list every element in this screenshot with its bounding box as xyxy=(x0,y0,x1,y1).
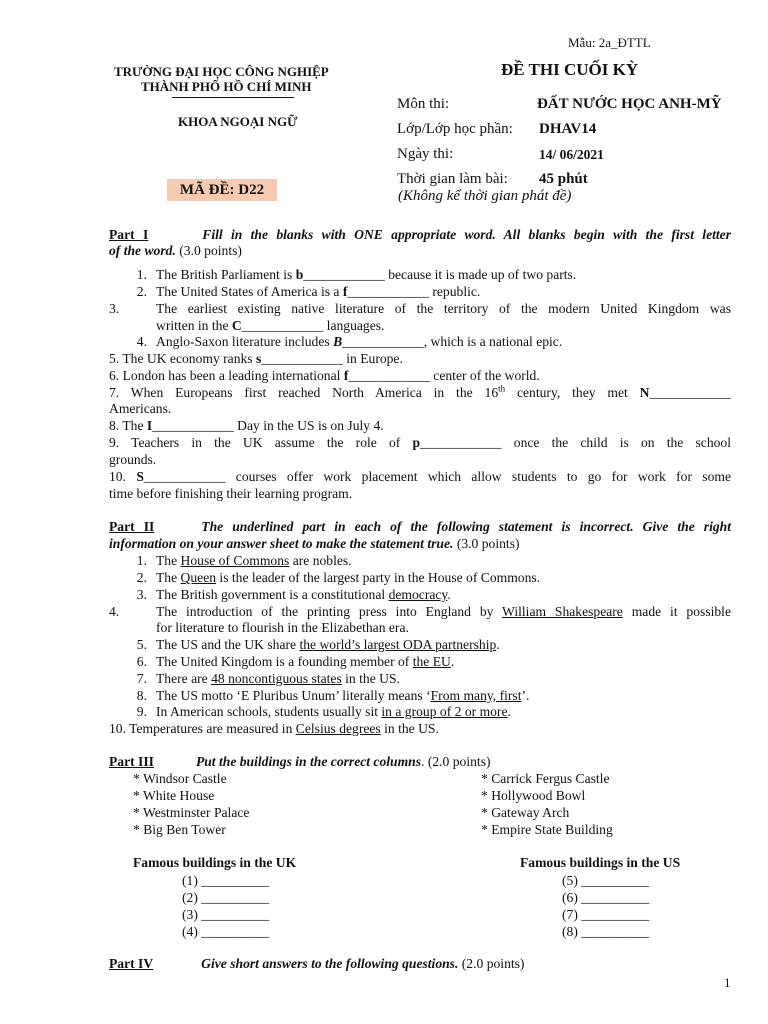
part1-q8: 8. The I____________ Day in the US is on July 4. xyxy=(109,418,384,433)
subject-label: Môn thi: xyxy=(397,96,450,112)
part1-q3: 3. The earliest existing native literature of the territory of the modern United Kingdom was xyxy=(109,301,731,316)
part2-q4: 4. The introduction of the printing press into England by William Shakespeare made it possible xyxy=(109,604,731,619)
part3-instruction: Part III Put the buildings in the correct columns. (2.0 points) xyxy=(109,754,491,769)
uk-answer-blank[interactable]: (1) __________ xyxy=(182,873,270,888)
us-answer-blank[interactable]: (5) __________ xyxy=(562,873,650,888)
part2-q9: 9. In American schools, students usually sit in a group of 2 or more. xyxy=(136,704,511,719)
part1-q10-line2: time before finishing their learning program. xyxy=(109,486,353,501)
part1-instruction-line1: Part I Fill in the blanks with ONE appropriate word. All blanks begin with the first letter xyxy=(109,227,731,242)
exam-code-badge: MÃ ĐỀ: D22 xyxy=(167,179,277,201)
class-value: DHAV14 xyxy=(539,121,597,137)
uk-answer-blank[interactable]: (3) __________ xyxy=(182,907,270,922)
part2-instruction-line2: information on your answer sheet to make the statement true. (3.0 points) xyxy=(109,536,520,551)
part2-q2: 2. The Queen is the leader of the largest party in the House of Commons. xyxy=(136,570,541,585)
class-label: Lớp/Lớp học phần: xyxy=(397,121,513,137)
time-value: 45 phút xyxy=(539,171,588,187)
building-item: * Empire State Building xyxy=(481,822,613,837)
us-answer-blank[interactable]: (7) __________ xyxy=(562,907,650,922)
building-item: * Carrick Fergus Castle xyxy=(481,771,610,786)
part2-q6: 6. The United Kingdom is a founding member of the EU. xyxy=(136,654,455,669)
us-answer-blank[interactable]: (8) __________ xyxy=(562,924,650,939)
school-name-line1: TRƯỜNG ĐẠI HỌC CÔNG NGHIỆP xyxy=(114,64,329,79)
part1-label: Part I xyxy=(109,227,149,242)
part1-q7-line2: Americans. xyxy=(109,401,172,416)
uk-answer-blank[interactable]: (4) __________ xyxy=(182,924,270,939)
part2-q7: 7. There are 48 noncontiguous states in the US. xyxy=(136,671,400,686)
date-label: Ngày thi: xyxy=(397,146,454,162)
part2-instruction-line1: Part II The underlined part in each of the following statement is incorrect. Give the right xyxy=(109,519,731,534)
uk-column-heading: Famous buildings in the UK xyxy=(133,855,297,870)
part1-q9-line2: grounds. xyxy=(109,452,157,467)
subject-value: ĐẤT NƯỚC HỌC ANH-MỸ xyxy=(537,96,722,112)
part1-q5: 5. The UK economy ranks s____________ in Europe. xyxy=(109,351,403,366)
part1-q1: 1. The British Parliament is b____________ because it is made up of two parts. xyxy=(136,267,577,282)
time-label: Thời gian làm bài: xyxy=(397,171,508,187)
us-column-heading: Famous buildings in the US xyxy=(520,855,681,870)
header-divider xyxy=(172,97,294,98)
part1-q4: 4. Anglo-Saxon literature includes B____________, which is a national epic. xyxy=(136,334,563,349)
part2-q1: 1. The House of Commons are nobles. xyxy=(136,553,352,568)
school-name-line2: THÀNH PHỐ HỒ CHÍ MINH xyxy=(141,79,312,94)
building-item: * Gateway Arch xyxy=(481,805,570,820)
exam-title: ĐỀ THI CUỐI KỲ xyxy=(501,60,639,79)
part3-label: Part III xyxy=(109,754,154,769)
part1-instruction-line2: of the word. (3.0 points) xyxy=(109,243,242,258)
page-number: 1 xyxy=(724,975,731,990)
uk-building-item: * Windsor Castle xyxy=(133,771,227,786)
part1-q3-line2: written in the C____________ languages. xyxy=(156,318,385,333)
part4-label: Part IV xyxy=(109,956,154,971)
uk-answer-blank[interactable]: (2) __________ xyxy=(182,890,270,905)
part2-q5: 5. The US and the UK share the world’s largest ODA partnership. xyxy=(136,637,500,652)
part2-q10: 10. Temperatures are measured in Celsius degrees in the US. xyxy=(109,721,439,736)
date-value: 14/ 06/2021 xyxy=(539,147,604,162)
form-code: Mẫu: 2a_ĐTTL xyxy=(568,35,651,50)
part1-q2: 2. The United States of America is a f____________ republic. xyxy=(136,284,481,299)
part1-q7: 7. When Europeans first reached North America in the 16th century, they met N____________ xyxy=(109,383,731,400)
part2-label: Part II xyxy=(109,519,155,534)
part1-q9: 9. Teachers in the UK assume the role of p____________ once the child is on the school xyxy=(109,435,731,450)
uk-building-item: * Big Ben Tower xyxy=(133,822,226,837)
uk-building-item: * White House xyxy=(133,788,215,803)
part2-q3: 3. The British government is a constitutional democracy. xyxy=(136,587,451,602)
faculty-name: KHOA NGOẠI NGỮ xyxy=(178,114,298,129)
time-note: (Không kể thời gian phát đề) xyxy=(398,188,572,204)
building-item: * Hollywood Bowl xyxy=(481,788,586,803)
part2-q4-line2: for literature to flourish in the Elizabethan era. xyxy=(156,620,409,635)
us-answer-blank[interactable]: (6) __________ xyxy=(562,890,650,905)
part1-q6: 6. London has been a leading international f____________ center of the world. xyxy=(109,368,540,383)
part4-instruction: Part IV Give short answers to the following questions. (2.0 points) xyxy=(109,956,525,971)
part2-q8: 8. The US motto ‘E Pluribus Unum’ literally means ‘From many, first’. xyxy=(136,688,530,703)
part1-q10: 10. S____________ courses offer work placement which allow students to go for work for some xyxy=(109,469,731,484)
uk-building-item: * Westminster Palace xyxy=(133,805,250,820)
